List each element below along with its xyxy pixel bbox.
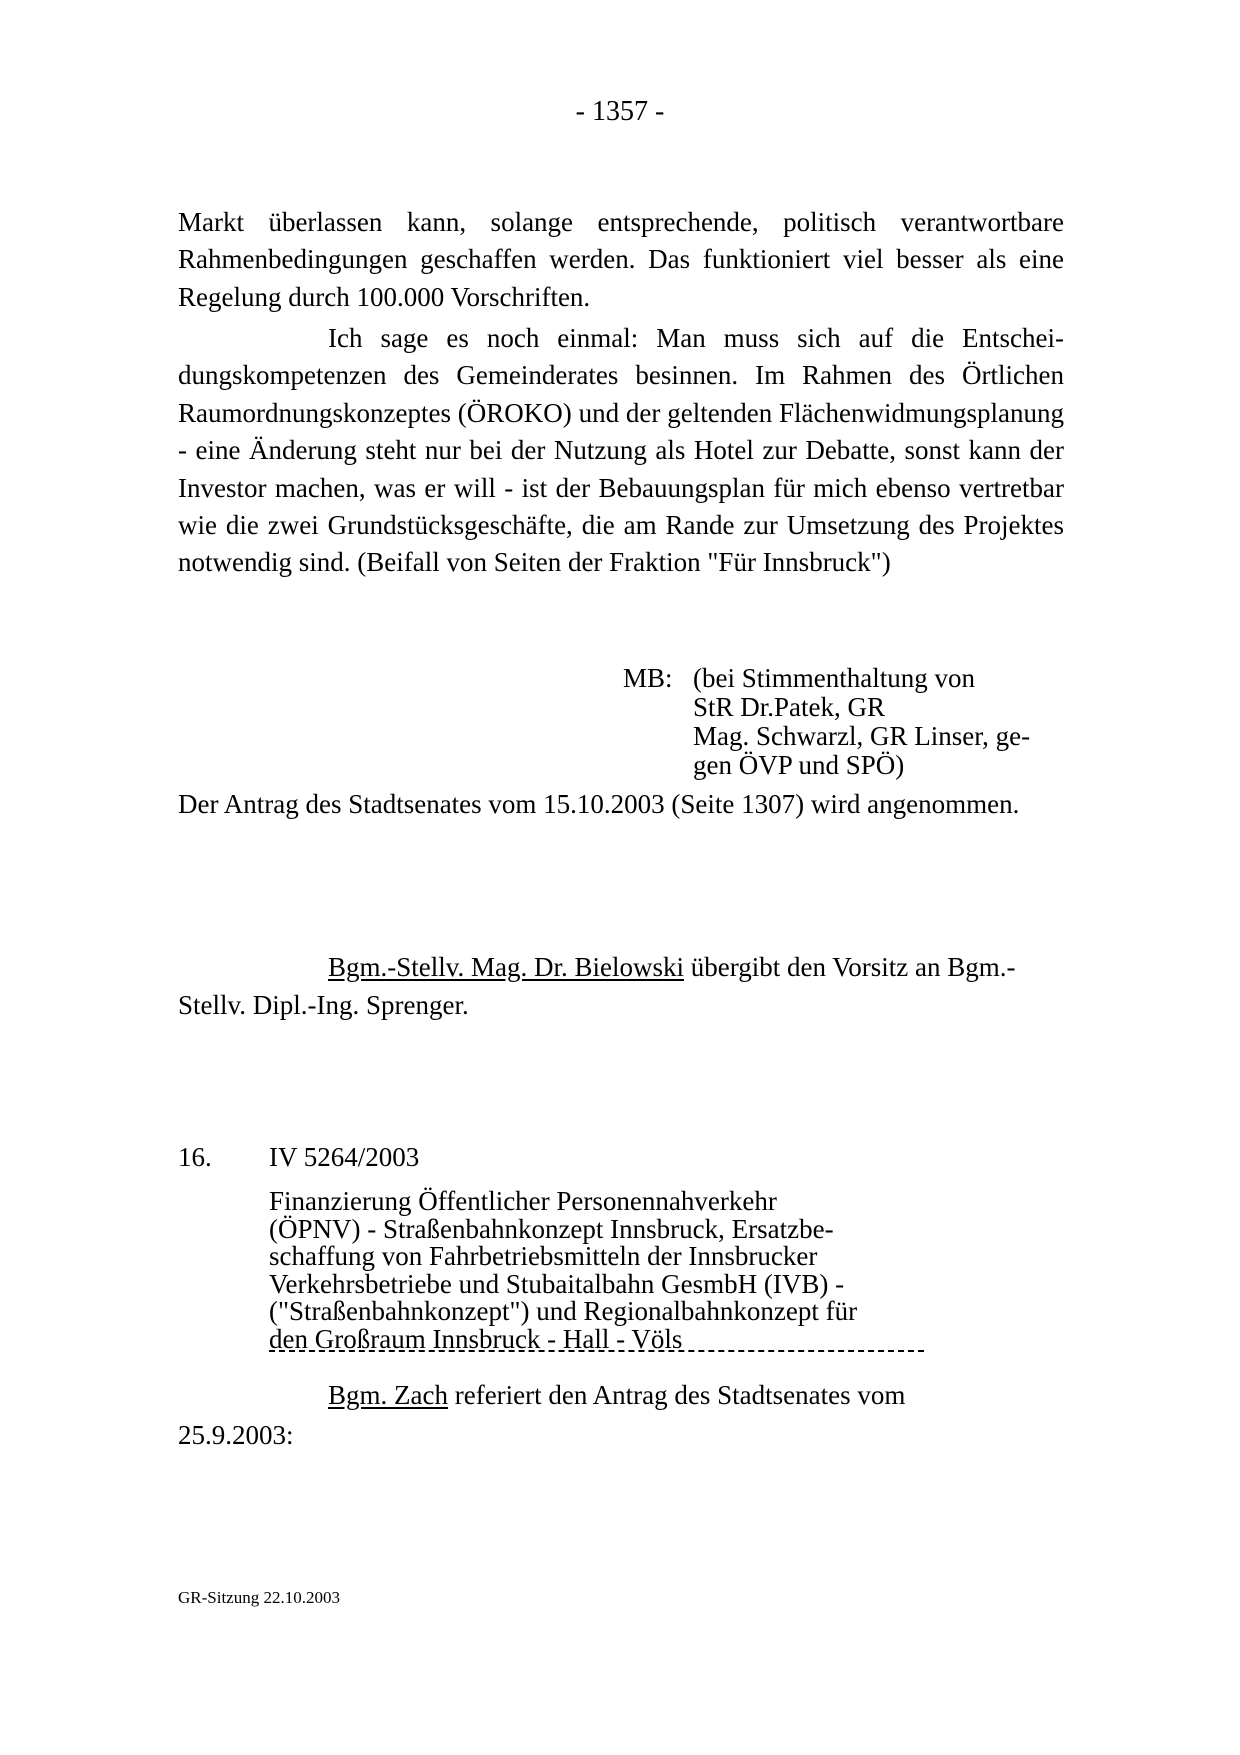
agenda-item-number: 16. <box>178 1142 212 1172</box>
agenda-item-title-line: Finanzierung Öffentlicher Personennahverkehr <box>269 1186 777 1216</box>
agenda-item-title-line: Verkehrsbetriebe und Stubaitalbahn GesmbH (IVB) - <box>269 1268 845 1299</box>
paragraph: Markt überlassen kann, solange entsprechende, politisch verantwortbare Rahmenbedingungen geschaffen werden. Das funktioniert viel besser als eine Regelung durch 100.000 Vorschriften. <box>178 207 1064 312</box>
separator-line <box>269 1350 924 1352</box>
vote-label: MB: <box>623 663 673 693</box>
speaker-name: Bgm. Zach <box>328 1380 448 1410</box>
decision-text: Der Antrag des Stadtsenates vom 15.10.2003 (Seite 1307) wird angenommen. <box>178 789 1020 819</box>
referral-date: 25.9.2003: <box>178 1420 294 1450</box>
agenda-item-title-line: schaffung von Fahrbetriebsmitteln der Innsbrucker <box>269 1241 818 1271</box>
page-number: - 1357 - <box>575 96 665 127</box>
vote-note-line: gen ÖVP und SPÖ) <box>693 750 905 780</box>
vote-note <box>693 664 1073 780</box>
handover-text: übergibt den Vorsitz an Bgm.-Stellv. Dipl.-Ing. Sprenger. <box>178 952 1016 1020</box>
vote-note-line: StR Dr.Patek, GR <box>693 692 886 722</box>
speaker-name: Bgm.-Stellv. Mag. Dr. Bielowski <box>328 952 684 982</box>
paragraph-text: Ich sage es noch einmal: Man muss sich auf die Entscheidungskompetenzen des Gemeinderates besinnen. Im Rahmen des Örtlichen Raumordnungskonzeptes (ÖROKO) und der geltenden Flächenwidmungsplanung - eine Änderung steht nur bei der Nutzung als Hotel zur Debatte, sonst kann der Investor machen, was er will - ist der Bebauungsplan für mich ebenso vertretbar wie die zwei Grundstücksgeschäfte, die am Rande zur Umsetzung des Projektes notwendig sind. (Beifall von Seiten der Fraktion "Für Innsbruck") <box>178 323 1064 578</box>
vote-note-line: Mag. Schwarzl, GR Linser, ge- <box>693 721 1031 751</box>
referral <box>328 1380 905 1410</box>
agenda-item-reference: IV 5264/2003 <box>269 1142 420 1172</box>
chair-handover <box>178 948 1064 1024</box>
referral-text: referiert den Antrag des Stadtsenates vom <box>447 1380 906 1410</box>
agenda-item-title <box>269 1188 924 1353</box>
agenda-item-title-line: ("Straßenbahnkonzept") und Regionalbahnkonzept für <box>269 1296 858 1326</box>
paragraph <box>178 320 1064 582</box>
agenda-item-title-line: den Großraum Innsbruck - Hall - Völs <box>269 1323 683 1354</box>
vote-note-line: (bei Stimmenthaltung von <box>693 663 975 693</box>
agenda-item-title-line: (ÖPNV) - Straßenbahnkonzept Innsbruck, Ersatzbe- <box>269 1213 834 1244</box>
footer-session: GR-Sitzung 22.10.2003 <box>178 1588 340 1607</box>
